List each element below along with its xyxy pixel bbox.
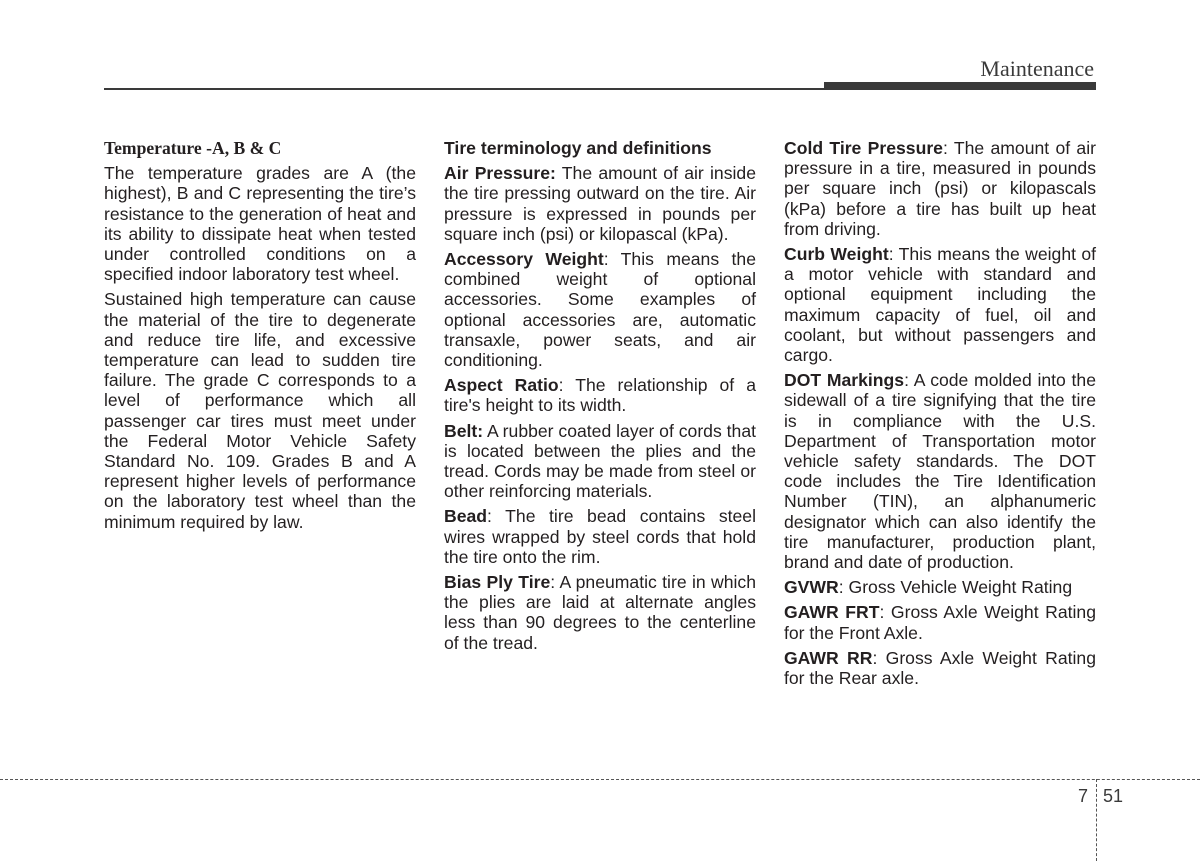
term: Air Pressure: [444,163,556,184]
definition-text: : This means the combined weight of optional accessories. Some examples of optional accessories are, automatic transaxle, power seats, and air conditioning. [444,249,756,371]
section-heading-terminology: Tire terminology and definitions [444,138,712,158]
page-header-title: Maintenance [980,56,1094,81]
term: DOT Markings [784,370,905,391]
definition-text: : Gross Axle Weight Rating for the Rear axle. [784,647,1097,689]
term: GAWR RR [784,647,873,668]
term: Cold Tire Pressure [784,138,943,158]
definition-text: : This means the weight of a motor vehicle with standard and optional equipment including the maximum capacity of fuel, oil and coolant, but without passengers and cargo. [784,244,1096,366]
definition-text: : Gross Axle Weight Rating for the Front Axle. [784,602,1096,643]
definition-accessory-weight [444,249,756,370]
definition-belt [444,421,756,502]
definition-gawr-frt [784,602,1096,642]
term: Belt: [444,420,484,441]
definition-bias-ply-tire [444,572,756,653]
definition-curb-weight [784,244,1096,365]
definition-text: : The relationship of a tire's height to its width. [444,375,756,416]
definition-text: : Gross Vehicle Weight Rating [838,577,1073,598]
definition-gawr-rr [784,648,1096,688]
definition-text: The amount of air inside the tire pressing outward on the tire. Air pressure is expressed in pounds per square inch (psi) or kilopascal (kPa). [444,163,756,244]
term: Curb Weight [784,244,889,265]
page-number: 51 [1103,786,1124,806]
term: Aspect Ratio [444,375,559,396]
chapter-number: 7 [1078,786,1089,806]
term: GVWR [784,577,839,598]
definition-gvwr [784,577,1096,597]
definition-text: A rubber coated layer of cords that is located between the plies and the tread. Cords may be made from steel or other reinforcing materials. [444,420,756,502]
definition-text: : A code molded into the sidewall of a tire signifying that the tire is in compliance with the U.S. Department of Transportation motor vehicle safety standards. The DOT code includes the Tire Identification Number (TIN), an alphanumeric designator which can also identify the tire manufacturer, production plant, brand and date of production. [784,370,1096,573]
column-3 [784,138,1096,693]
paragraph: The temperature grades are A (the highest), B and C representing the tire’s resistance to the generation of heat and its ability to dissipate heat when tested under controlled conditions on a specified indoor laboratory test wheel. [104,163,416,285]
definition-bead [444,506,756,567]
footer-rule [0,779,1200,780]
section-heading-temperature: Temperature -A, B & C [104,138,282,158]
definition-text: : The tire bead contains steel wires wrapped by steel cords that hold the tire onto the rim. [444,506,756,567]
term: Bias Ply Tire [444,572,551,593]
paragraph: Sustained high temperature can cause the material of the tire to degenerate and reduce tire life, and excessive temperature can lead to sudden tire failure. The grade C corresponds to a level of performance which all passenger car tires must meet under the Federal Motor Vehicle Safety Standard No. 109. Grades B and A represent higher levels of performance on the laboratory test wheel than the minimum required by law. [104,289,416,532]
term: Bead [444,506,488,527]
column-1 [104,138,416,537]
term: Accessory Weight [444,249,604,270]
term: GAWR FRT [784,602,880,623]
definition-aspect-ratio [444,375,756,415]
column-2 [444,138,756,658]
footer-divider [1096,779,1097,861]
definition-cold-tire-pressure [784,138,1096,239]
definition-text: : The amount of air pressure in a tire, measured in pounds per square inch (psi) or kilopascals (kPa) before a tire has built up heat from driving. [784,138,1096,239]
header-rule-accent [824,82,1096,90]
definition-text: : A pneumatic tire in which the plies are laid at alternate angles less than 90 degrees to the centerline of the tread. [444,572,756,653]
definition-air-pressure [444,163,756,244]
definition-dot-markings [784,370,1096,572]
